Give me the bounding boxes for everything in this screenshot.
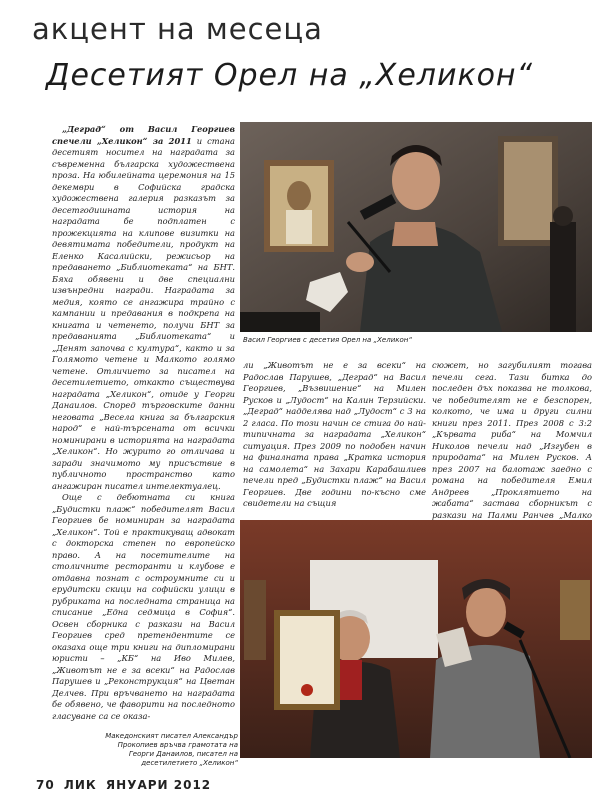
photo1-caption: Васил Георгиев с десетия Орел на „Хеликон“ [243, 336, 412, 344]
article-column-2 [243, 360, 426, 510]
paragraph-1-text: и стана десетият носител на наградата за съвременна българска художествена проза. На юбилейната церемония на 15 декември в Софийска градска художествена галерия разказът за десетгодишната история на наградата бе подплатен с прожекцията на клипове визитки на девятимата победители, продукт на Еленко Касалийски, режисьор на предаването „Библиотеката“ на БНТ. Бяха обявени и две специални извънредни награди. Наградата за медия, която се ангажира трайно с кампании и предавания в подкрепа на книгата и четенето, получи БНТ за предаванията „Библиотеката“ и „Денят започва с култура“, както и за Голямото четене и Малкото голямо четене. Отличието за писател на десетилетието, откакто съществува наградата „Хеликон“, отиде у Георги Данаилов. Според търговските данни неговата „Весела книга за българския народ“ е най-търсената от всички номинирани в историята на наградата „Хеликон“. Но журито го отличава и заради значимото му присъствие в публичното пространство като ангажиран писател интелектуалец. [52, 135, 236, 491]
magazine-name: ЛИК [63, 778, 97, 792]
section-kicker: акцент на месеца [32, 12, 323, 46]
photo-award-ceremony [240, 520, 592, 758]
paragraph-1-lead: „Деград“ от Васил Георгиев спечели „Хеликон“ за 2011 [52, 124, 235, 146]
paragraph-1 [52, 124, 235, 492]
photo-vasil-georgiev [240, 122, 592, 332]
photo2-caption: Македонският писател Александър Прокопиев връчва грамотата на Георги Данаилов, писател на десетилетието „Хеликон“ [105, 732, 238, 767]
page-footer [36, 778, 215, 792]
issue-date: ЯНУАРИ 2012 [105, 778, 212, 792]
paragraph-2 [52, 492, 235, 722]
article-title: Десетият Орел на „Хеликон“ [46, 58, 534, 93]
column-3-text: сюжет, но загубилият тогава печели сега. Тази битка до последен дъх показва не толкова, че победителят не е безспорен, колкото, че има и други силни книги през 2011. През 2008 с 3:2 „Кървата риба“ на Момчил Николов печели над „Изгубен в природата“ на Милен Русков. А през 2007 на балотаж заедно с романа на победителя Емил Андреев „Проклятието на жабата“ застава сборникът с разкази на Палми Ранчев „Малко [432, 360, 592, 520]
article-column-1 [52, 124, 235, 722]
paragraph-2-text: Още с дебютната си книга „Будистки плаж“ победителят Васил Георгиев бе номиниран за наградата „Хеликон“. Той е практикуващ адвокат с докторска степен по европейско право. А на посетителите на столичните ресторанти и клубове е отдавна познат с остроумните си и ерудитски скици на софийски улици в рубриката на последната страница на списание „Една седмица в София“. Освен сборника с разкази на Васил Георгиев сред претендентите се оказаха още три книги на дипломирани юристи – „КБ“ на Иво Милев, „Животът не е за всеки“ на Радослав Парушев и „Реконструкция“ на Цветан Делчев. При връчването на наградата бе обявено, че фаворити на последното гласуване са се оказа- [52, 492, 235, 721]
column-2-text: ли „Животът не е за всеки“ на Радослав Парушев, „Деград“ на Васил Георгиев, „Възвишение“ на Милен Русков и „Лудост“ на Калин Терзийски. „Деград“ надделява над „Лудост“ с 3 на 2 гласа. По този начин се стига до най-типичната за наградата „Хеликон“ ситуация. През 2009 по подобен начин на финалната права „Кратка история на самолета“ на Захари Карабашлиев печели пред „Будистки плаж“ на Васил Георгиев. Две години по-късно сме свидетели на същия [243, 360, 426, 508]
page-number: 70 [36, 778, 55, 792]
article-column-3 [432, 360, 592, 533]
